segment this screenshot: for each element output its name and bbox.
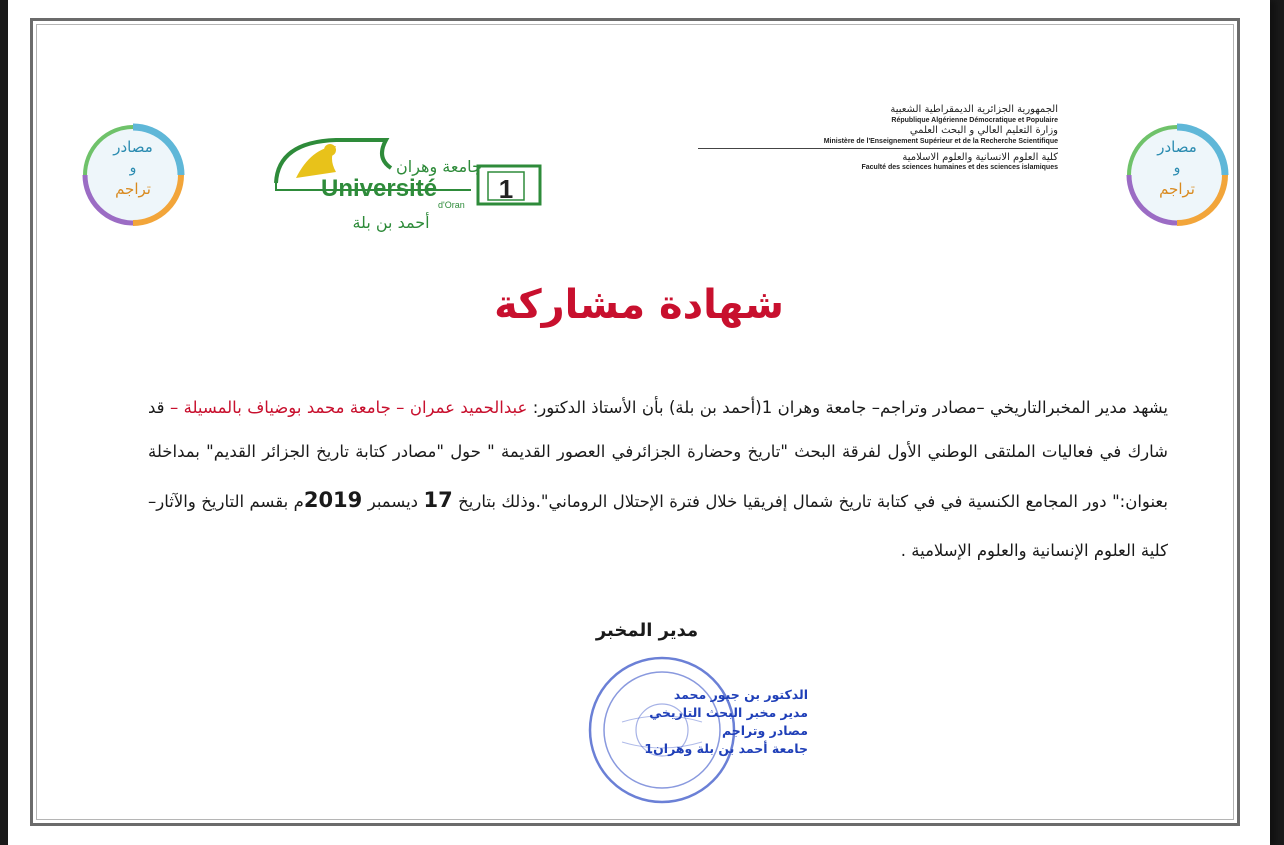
- stamp-line-4: جامعة أحمد بن بلة وهران1: [644, 741, 808, 757]
- header-fr-line3: Faculté des sciences humaines et des sciences islamiques: [861, 164, 1058, 171]
- body-closing: م بقسم التاريخ والآثار– كلية العلوم الإنسانية والعلوم الإسلامية .: [148, 492, 1168, 561]
- svg-text:مصادر: مصادر: [1157, 138, 1197, 156]
- university-oran-logo: [266, 128, 556, 240]
- body-intro: يشهد مدير المخبرالتاريخي –مصادر وتراجم– جامعة وهران 1(أحمد بن بلة) بأن الأستاذ الدكتور:: [527, 398, 1169, 417]
- svg-text:و: و: [1173, 160, 1181, 176]
- certificate-body: [148, 386, 1168, 573]
- svg-text:Université: Université: [321, 175, 438, 202]
- stamp-line-1: الدكتور بن جبور محمد: [673, 687, 808, 702]
- header-fr-line2: Ministère de l'Enseignement Supérieur et de la Recherche Scientifique: [698, 138, 1058, 149]
- masader-logo-icon: [1122, 120, 1232, 230]
- institution-header: [698, 104, 1058, 173]
- certificate-title: شهادة مشاركة: [494, 282, 784, 328]
- university-logo-icon: [266, 128, 556, 240]
- stamp-inscription: [608, 686, 808, 759]
- masader-logo-right: [1122, 120, 1232, 230]
- masader-logo-icon: [78, 120, 188, 230]
- body-month: ديسمبر: [362, 492, 424, 512]
- svg-text:أحمد بن بلة: أحمد بن بلة: [352, 213, 430, 232]
- header-ar-line2: وزارة التعليم العالي و البحث العلمي: [909, 125, 1058, 137]
- stamp-line-2: مدير مخبر البحث التاريخي: [649, 705, 808, 721]
- svg-text:1: 1: [498, 174, 514, 204]
- masader-logo-left: [78, 120, 188, 230]
- director-title: مدير المخبر: [595, 620, 699, 641]
- stamp-line-3: مصادر وتراجم: [721, 723, 808, 739]
- header-fr-line1: République Algérienne Démocratique et Populaire: [891, 116, 1058, 124]
- body-day: 17: [423, 488, 453, 513]
- svg-text:تراجم: تراجم: [115, 180, 151, 198]
- participant-name: عبدالحميد عمران – جامعة محمد بوضياف بالمسيلة –: [169, 398, 528, 417]
- header-ar-line3: كلية العلوم الانسانية والعلوم الاسلامية: [902, 151, 1058, 163]
- svg-text:و: و: [129, 160, 137, 176]
- body-year: 2019: [303, 488, 363, 513]
- body-participation: قد شارك في فعاليات الملتقى الوطني الأول لفرقة البحث "تاريخ وحضارة الجزائرفي العصور القديمة " حول "مصادر كتابة تاريخ الجزائر القديم" بمداخلة بعنوان:" دور المجامع الكنسية في في كتابة تاريخ شمال إفريقيا خلال فترة الإحتلال الروماني".وذلك بتاريخ: [148, 398, 1168, 512]
- certificate-page: [8, 0, 1270, 845]
- svg-text:تراجم: تراجم: [1159, 180, 1195, 198]
- header-ar-line1: الجمهورية الجزائرية الديمقراطية الشعبية: [890, 104, 1058, 115]
- svg-text:d'Oran: d'Oran: [438, 200, 465, 210]
- svg-text:جامعة وهران: جامعة وهران: [396, 157, 482, 176]
- svg-text:مصادر: مصادر: [113, 138, 153, 156]
